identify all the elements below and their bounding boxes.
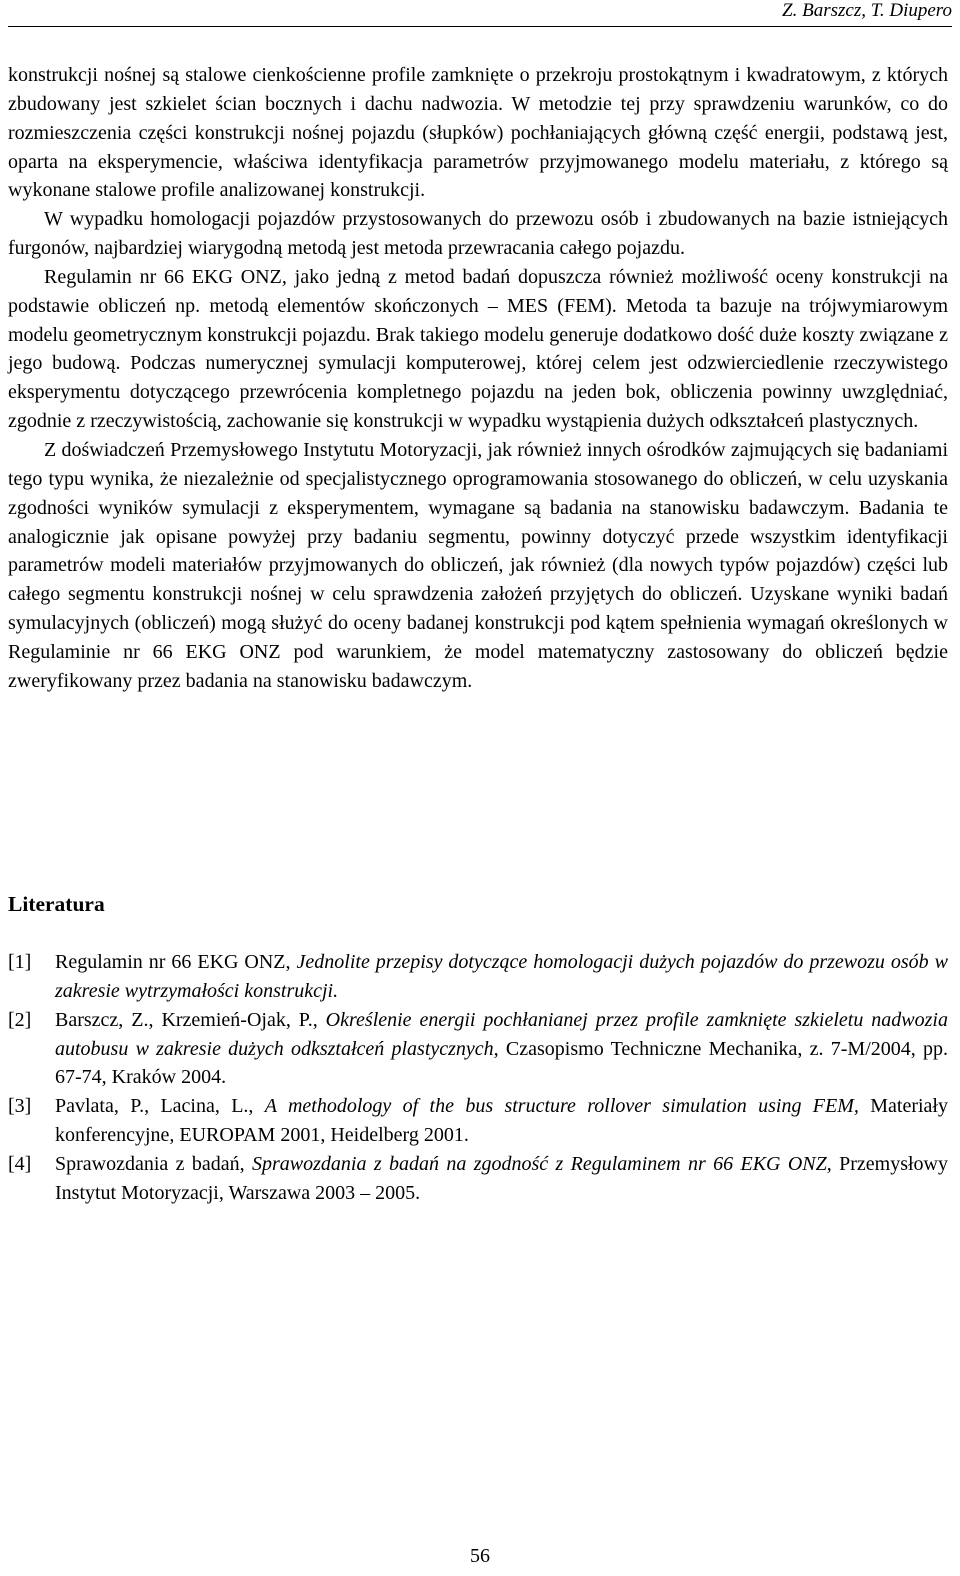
reference-number: [4] bbox=[8, 1152, 32, 1175]
reference-number: [3] bbox=[8, 1095, 32, 1118]
reference-details: , Przemysłowy Instytut Motoryzacji, Warszawa 2003 – 2005. bbox=[55, 1152, 949, 1204]
reference-title: Sprawozdania z badań na zgodność z Regulaminem nr 66 EKG ONZ bbox=[252, 1152, 827, 1175]
reference-authors: Pavlata, P., Lacina, L., bbox=[55, 1095, 265, 1118]
reference-text bbox=[55, 1092, 948, 1150]
reference-number: [2] bbox=[8, 1008, 32, 1031]
literature-heading: Literatura bbox=[8, 892, 105, 916]
running-header bbox=[8, 0, 952, 27]
reference-item bbox=[8, 1092, 948, 1150]
reference-item bbox=[8, 1150, 948, 1208]
reference-details: Materiały konferencyjne, EUROPAM 2001, Heidelberg 2001. bbox=[55, 1095, 948, 1147]
reference-authors: Barszcz, Z., Krzemień-Ojak, P., bbox=[55, 1008, 326, 1031]
reference-text bbox=[55, 1150, 948, 1208]
reference-list bbox=[8, 948, 948, 1208]
paragraph: konstrukcji nośnej są stalowe cienkościenne profile zamknięte o przekroju prostokątnym i kwadratowym, z których zbudowany jest szkielet ścian bocznych i dachu nadwozia. W metodzie tej przy sprawdzeniu warunków, co do rozmieszczenia części konstrukcji nośnej pojazdu (słupków) pochłaniających główną część energii, podstawą jest, oparta na eksperymencie, właściwa identyfikacja parametrów przyjmowanego modelu materiału, z którego są wykonane stalowe profile analizowanej konstrukcji. bbox=[8, 64, 948, 202]
reference-authors: Regulamin nr 66 EKG ONZ, bbox=[55, 951, 297, 973]
reference-item bbox=[8, 948, 948, 1006]
reference-text bbox=[55, 1006, 948, 1093]
reference-item bbox=[8, 1006, 948, 1093]
page-number: 56 bbox=[470, 1545, 490, 1567]
body-text bbox=[8, 61, 948, 696]
reference-details: Czasopismo Techniczne Mechanika, z. 7-M/2004, pp. 67-74, Kraków 2004. bbox=[55, 1037, 948, 1089]
reference-text bbox=[55, 948, 948, 1006]
reference-title: Jednolite przepisy dotyczące homologacji dużych pojazdów do przewozu osób w zakresie wytrzymałości konstrukcji. bbox=[55, 951, 948, 1002]
paragraph: Regulamin nr 66 EKG ONZ, jako jedną z metod badań dopuszcza również możliwość oceny konstrukcji na podstawie obliczeń np. metodą elementów skończonych – MES (FEM). Metoda ta bazuje na trójwymiarowym modelu geometrycznym konstrukcji pojazdu. Brak takiego modelu generuje dodatkowo dość duże koszty związane z jego budową. Podczas numerycznej symulacji komputerowej, której celem jest odzwierciedlenie rzeczywistego eksperymentu dotyczącego przewrócenia kompletnego pojazdu na jeden bok, obliczenia powinny uwzględniać, zgodnie z rzeczywistością, zachowanie się konstrukcji w wypadku wystąpienia dużych odkształceń plastycznych. bbox=[8, 265, 948, 433]
reference-title: Określenie energii pochłanianej przez profile zamknięte szkieletu nadwozia autobusu w zakresie dużych odkształceń plastycznych, bbox=[55, 1008, 948, 1060]
reference-number: [1] bbox=[8, 951, 32, 973]
running-header-title: Z. Barszcz, T. Diupero bbox=[782, 0, 952, 21]
paragraph: W wypadku homologacji pojazdów przystosowanych do przewozu osób i zbudowanych na bazie istniejących furgonów, najbardziej wiarygodną metodą jest metoda przewracania całego pojazdu. bbox=[8, 208, 948, 260]
reference-title: A methodology of the bus structure rollover simulation using FEM, bbox=[264, 1095, 859, 1118]
reference-authors: Sprawozdania z badań, bbox=[55, 1152, 253, 1175]
paragraph: Z doświadczeń Przemysłowego Instytutu Motoryzacji, jak również innych ośrodków zajmujących się badaniami tego typu wynika, że niezależnie od specjalistycznego oprogramowania stosowanego do obliczeń, w celu uzyskania zgodności wyników symulacji z eksperymentem, wymagane są badania na stanowisku badawczym. Badania te analogicznie jak opisane powyżej przy badaniu segmentu, powinny dotyczyć przede wszystkim identyfikacji parametrów modeli materiałów przyjmowanych do obliczeń, jak również (dla nowych typów pojazdów) części lub całego segmentu konstrukcji nośnej w celu sprawdzenia założeń przyjętych do obliczeń. Uzyskane wyniki badań symulacyjnych (obliczeń) mogą służyć do oceny badanej konstrukcji pod kątem spełnienia wymagań określonych w Regulaminie nr 66 EKG ONZ pod warunkiem, że model matematyczny zastosowany do obliczeń będzie zweryfikowany przez badania na stanowisku badawczym. bbox=[8, 438, 948, 692]
